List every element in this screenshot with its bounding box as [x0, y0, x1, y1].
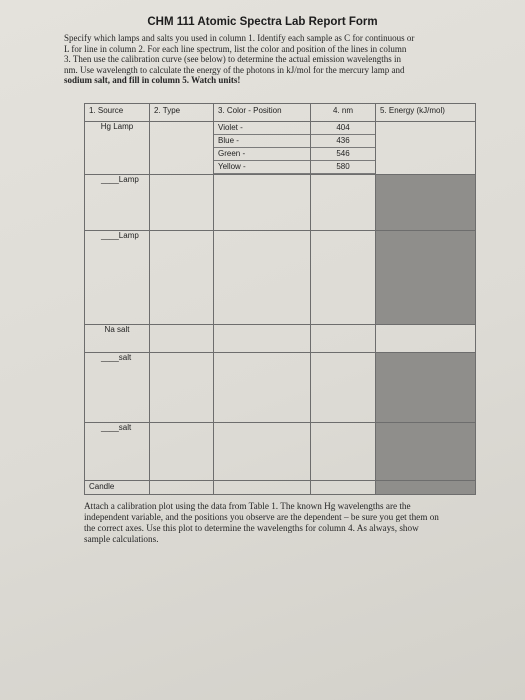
instruction-line: Specify which lamps and salts you used in column 1. Identify each sample as C for continuous or [64, 33, 415, 43]
nm-value: 404 [311, 122, 375, 135]
footer-line: the correct axes. Use this plot to determine the wavelengths for column 4. As always, show [84, 523, 419, 533]
color-position-cell [214, 122, 311, 175]
header-type: 2. Type [150, 104, 214, 122]
lab-report-table [84, 103, 476, 495]
energy-cell[interactable] [376, 325, 476, 353]
source-cell: Hg Lamp [85, 122, 150, 175]
header-energy: 5. Energy (kJ/mol) [376, 104, 476, 122]
table-row-lamp-2 [85, 231, 476, 325]
table-row-na-salt [85, 325, 476, 353]
form-title: CHM 111 Atomic Spectra Lab Report Form [147, 16, 378, 28]
source-cell: ____Lamp [85, 231, 150, 325]
color-position-cell[interactable] [214, 231, 311, 325]
color-position-cell[interactable] [214, 481, 311, 495]
nm-cell[interactable] [311, 481, 376, 495]
source-cell: ____Lamp [85, 175, 150, 231]
color-position-cell[interactable] [214, 325, 311, 353]
instruction-line: sodium salt, and fill in column 5. Watch units! [64, 75, 241, 86]
color-label-green: Green - [214, 148, 310, 161]
nm-cell[interactable] [311, 325, 376, 353]
source-cell: Candle [85, 481, 150, 495]
color-label-blue: Blue - [214, 135, 310, 148]
nm-value: 546 [311, 148, 375, 161]
calibration-instructions [84, 501, 499, 545]
type-cell[interactable] [150, 122, 214, 175]
color-position-cell[interactable] [214, 423, 311, 481]
source-cell: ____salt [85, 353, 150, 423]
source-cell: ____salt [85, 423, 150, 481]
table-row-salt-1 [85, 353, 476, 423]
color-label-yellow: Yellow - [214, 161, 310, 174]
footer-line: sample calculations. [84, 534, 159, 544]
instruction-line: nm. Use wavelength to calculate the energy of the photons in kJ/mol for the mercury lamp and [64, 64, 405, 75]
nm-value: 580 [311, 161, 375, 174]
type-cell[interactable] [150, 231, 214, 325]
nm-cell[interactable] [311, 175, 376, 231]
header-source: 1. Source [85, 104, 150, 122]
energy-cell-shaded [376, 353, 476, 423]
energy-cell-shaded [376, 231, 476, 325]
energy-cell-shaded [376, 175, 476, 231]
instruction-line: L for line in column 2. For each line spectrum, list the color and position of the lines in column [64, 43, 407, 54]
color-position-cell[interactable] [214, 175, 311, 231]
type-cell[interactable] [150, 353, 214, 423]
type-cell[interactable] [150, 423, 214, 481]
nm-cell[interactable] [311, 231, 376, 325]
table-row-candle [85, 481, 476, 495]
type-cell[interactable] [150, 175, 214, 231]
footer-line: independent variable, and the positions you observe are the dependent – be sure you get them on [84, 512, 439, 522]
color-label-violet: Violet - [214, 122, 310, 135]
table-row-hg-lamp [85, 122, 476, 175]
table-row-salt-2 [85, 423, 476, 481]
color-position-cell[interactable] [214, 353, 311, 423]
type-cell[interactable] [150, 325, 214, 353]
type-cell[interactable] [150, 481, 214, 495]
instruction-line: 3. Then use the calibration curve (see below) to determine the actual emission wavelengths in [64, 54, 401, 65]
header-nm: 4. nm [311, 104, 376, 122]
nm-cell[interactable] [311, 423, 376, 481]
header-color-position: 3. Color - Position [214, 104, 311, 122]
footer-line: Attach a calibration plot using the data from Table 1. The known Hg wavelengths are the [84, 501, 411, 511]
energy-cell-shaded [376, 481, 476, 495]
instructions-paragraph [64, 33, 484, 86]
energy-cell-shaded [376, 423, 476, 481]
nm-value: 436 [311, 135, 375, 148]
table-header-row [85, 104, 476, 122]
nm-cell[interactable] [311, 353, 376, 423]
source-cell: Na salt [85, 325, 150, 353]
nm-cell [311, 122, 376, 175]
energy-cell[interactable] [376, 122, 476, 175]
table-row-lamp-1 [85, 175, 476, 231]
